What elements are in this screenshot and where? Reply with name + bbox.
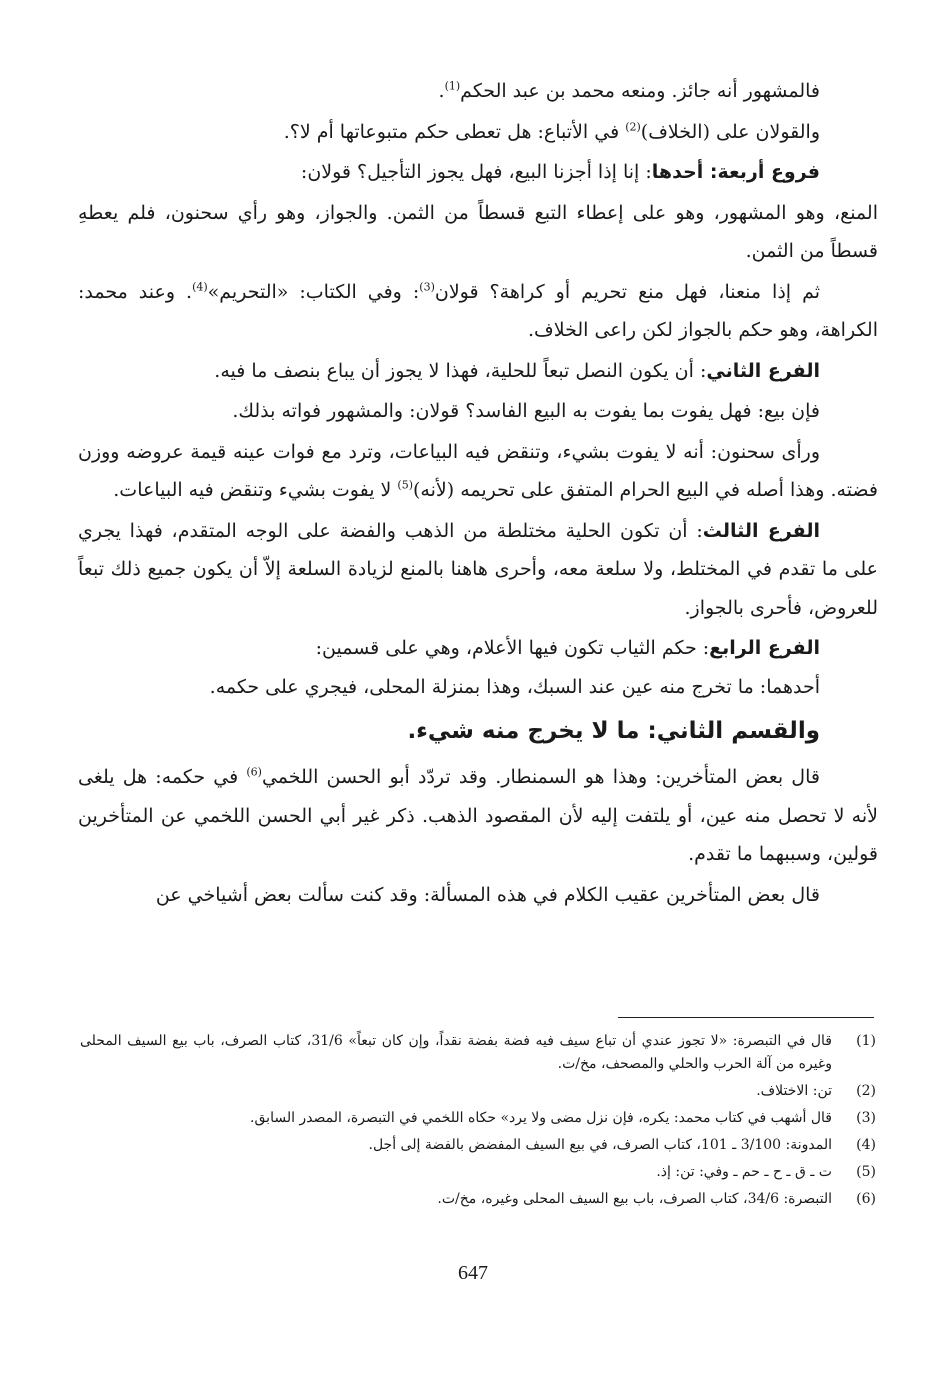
paragraph-4 — [78, 194, 878, 271]
paragraph-text: أحدهما: ما تخرج منه عين عند السبك، وهذا بمنزلة المحلى، فيجري على حكمه. — [209, 675, 820, 698]
paragraph-text: ثم إذا منعنا، فهل منع تحريم أو كراهة؟ قولان — [434, 280, 821, 303]
paragraph-text: : إنا إذا أجزنا البيع، فهل يجوز التأجيل؟ قولان: — [300, 161, 652, 183]
paragraph-1 — [78, 72, 878, 111]
page-number: 647 — [458, 1262, 488, 1284]
footnote-4 — [80, 1134, 876, 1157]
footnotes — [80, 1030, 876, 1215]
footnote-ref-4: (4) — [192, 280, 208, 294]
footnote-1 — [80, 1030, 876, 1076]
main-text — [78, 72, 878, 914]
footnote-number: (1) — [856, 1033, 876, 1049]
paragraph-text: : حكم الثياب تكون فيها الأعلام، وهي على قسمين: — [315, 637, 710, 659]
footnote-number: (6) — [856, 1191, 876, 1207]
paragraph-11 — [78, 668, 878, 707]
paragraph-text: لا يفوت بشيء وتنقض فيه البياعات. — [113, 479, 398, 501]
footnote-ref-6: (6) — [246, 765, 262, 779]
section-heading: والقسم الثاني: ما لا يخرج منه شيء. — [407, 718, 820, 744]
paragraph-3 — [78, 153, 878, 192]
branch-heading: فروع أربعة: أحدها — [651, 161, 820, 183]
paragraph-2 — [78, 113, 878, 152]
footnote-number: (2) — [856, 1083, 876, 1099]
paragraph-text: . وعند محمد: الكراهة، وهو حكم بالجواز لكن راعى الخلاف. — [78, 280, 878, 341]
footnote-text: المدونة: 3/100 ـ 101، كتاب الصرف، في بيع السيف المفضض بالفضة إلى أجل. — [368, 1137, 832, 1153]
footnote-number: (4) — [856, 1137, 876, 1153]
paragraph-9 — [78, 512, 878, 628]
footnote-ref-2: (2) — [625, 120, 641, 134]
footnote-2 — [80, 1080, 876, 1103]
paragraph-text: في حكمه: هل يلغى لأنه لا تحصل منه عين، أو يلتفت إليه لأن المقصود الذهب. ذكر غير أبي الحسن اللخمي عن المتأخرين قولين، وسببهما ما تقدم. — [78, 766, 878, 865]
footnote-text: التبصرة: 34/6، كتاب الصرف، باب بيع السيف المحلى وغيره، مخ/ت. — [437, 1191, 832, 1207]
paragraph-5 — [78, 273, 878, 350]
branch-heading: الفرع الثالث — [702, 519, 820, 542]
footnote-3 — [80, 1107, 876, 1130]
paragraph-12 — [78, 758, 878, 874]
paragraph-7 — [78, 392, 878, 431]
paragraph-text: قال بعض المتأخرين: وهذا هو السمنطار. وقد تردّد أبو الحسن اللخمي — [261, 766, 820, 788]
paragraph-8 — [78, 433, 878, 510]
footnote-text: تن: الاختلاف. — [756, 1083, 832, 1099]
paragraph-text: . — [438, 80, 445, 102]
paragraph-text: قال بعض المتأخرين عقيب الكلام في هذه المسألة: وقد كنت سألت بعض أشياخي عن — [155, 883, 820, 906]
paragraph-text: والقولان على (الخلاف) — [640, 120, 820, 143]
footnote-text: قال في التبصرة: «لا تجوز عندي أن تباع سيف فيه فضة بفضة نقداً، وإن كان تبعاً» 31/6، كتاب الصرف، باب بيع السيف المحلى وغيره من آلة الحرب والحلي والمصحف، مخ/ت. — [80, 1033, 832, 1072]
paragraph-text: فالمشهور أنه جائز. ومنعه محمد بن عبد الحكم — [460, 80, 820, 102]
paragraph-text: المنع، وهو المشهور، وهو على إعطاء التبع قسطاً من الثمن. والجواز، وهو رأي سحنون، فلم يعطهِ قسطاً من الثمن. — [78, 201, 878, 262]
paragraph-text: : أن يكون النصل تبعاً للحلية، فهذا لا يجوز أن يباع بنصف ما فيه. — [214, 359, 707, 382]
paragraph-text: : أن تكون الحلية مختلطة من الذهب والفضة على الوجه المتقدم، فهذا يجري على ما تقدم في المختلط، ولا سلعة معه، وأحرى هاهنا بالمنع لزيادة السلعة إلاّ أن يكون جميع ذلك تبعاً للعروض، فأحرى بالجواز. — [78, 519, 878, 619]
paragraph-text: ورأى سحنون: أنه لا يفوت بشيء، وتنقض فيه البياعات، وترد مع فوات عينه قيمة عروضه ووزن فضته. وهذا أصله في البيع الحرام المتفق على تحريمه (لأنه) — [78, 440, 878, 501]
paragraph-text: في الأتباع: هل تعطى حكم متبوعاتها أم لا؟. — [283, 120, 626, 143]
paragraph-6 — [78, 352, 878, 391]
paragraph-10 — [78, 629, 878, 668]
branch-heading: الفرع الثاني — [706, 359, 820, 382]
footnote-ref-1: (1) — [444, 79, 461, 93]
footnote-ref-5: (5) — [397, 478, 414, 492]
footnote-text: قال أشهب في كتاب محمد: يكره، فإن نزل مضى ولا يرد» حكاه اللخمي في التبصرة، المصدر السابق. — [250, 1110, 832, 1126]
paragraph-13 — [78, 876, 878, 915]
footnote-text: ت ـ ق ـ ح ـ حم ـ وفي: تن: إذ. — [656, 1164, 832, 1180]
branch-heading: الفرع الرابع — [709, 637, 820, 659]
footnote-ref-3: (3) — [419, 280, 435, 294]
footnote-separator — [618, 1017, 874, 1018]
footnote-number: (3) — [856, 1110, 876, 1126]
footnote-5 — [80, 1161, 876, 1184]
footnote-6 — [80, 1188, 876, 1211]
footnote-number: (5) — [856, 1164, 876, 1180]
paragraph-text: : وفي الكتاب: «التحريم» — [207, 280, 420, 303]
paragraph-text: فإن بيع: فهل يفوت بما يفوت به البيع الفاسد؟ قولان: والمشهور فواته بذلك. — [232, 400, 820, 422]
